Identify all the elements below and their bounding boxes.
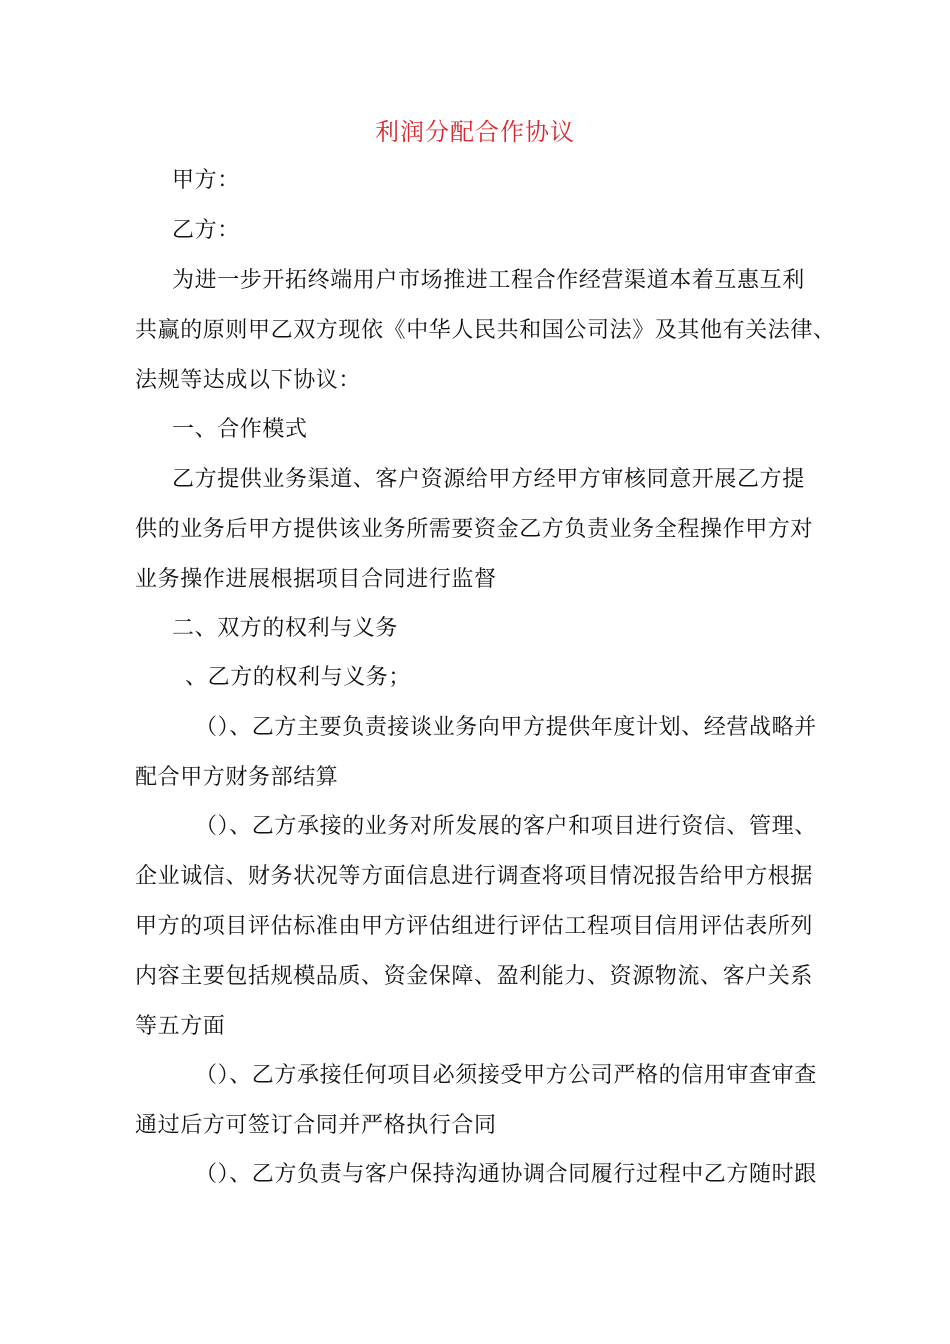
section-1-line-1: 乙方提供业务渠道、客户资源给甲方经甲方审核同意开展乙方提 (172, 467, 805, 492)
preamble-line-2: 共赢的原则甲乙双方现依《中华人民共和国公司法》及其他有关法律、 (135, 318, 836, 343)
clause-2-line-1: （）、乙方承接的业务对所发展的客户和项目进行资信、管理、 (195, 814, 817, 839)
section-heading-1: 一、合作模式 (172, 417, 308, 442)
preamble-line-3: 法规等达成以下协议： (135, 368, 362, 393)
section-1-line-2: 供的业务后甲方提供该业务所需要资金乙方负责业务全程操作甲方对 (135, 517, 814, 542)
clause-3-line-2: 通过后方可签订合同并严格执行合同 (135, 1113, 497, 1138)
clause-3-line-1: （）、乙方承接任何项目必须接受甲方公司严格的信用审查审查 (195, 1063, 817, 1088)
subsection-heading: 、乙方的权利与义务； (185, 665, 412, 690)
section-heading-2: 二、双方的权利与义务 (172, 616, 399, 641)
clause-4-line-1: （）、乙方负责与客户保持沟通协调合同履行过程中乙方随时跟 (195, 1162, 817, 1187)
document-title: 利润分配合作协议 (375, 118, 575, 146)
party-a-line: 甲方： (172, 168, 240, 193)
preamble-line-1: 为进一步开拓终端用户市场推进工程合作经营渠道本着互惠互利 (172, 268, 805, 293)
party-b-line: 乙方： (172, 218, 240, 243)
clause-2-line-5: 等五方面 (135, 1014, 226, 1039)
clause-2-line-4: 内容主要包括规模品质、资金保障、盈利能力、资源物流、客户关系 (135, 964, 814, 989)
clause-2-line-3: 甲方的项目评估标准由甲方评估组进行评估工程项目信用评估表所列 (135, 914, 814, 939)
clause-1-line-2: 配合甲方财务部结算 (135, 765, 339, 790)
clause-2-line-2: 企业诚信、财务状况等方面信息进行调查将项目情况报告给甲方根据 (135, 864, 814, 889)
section-1-line-3: 业务操作进展根据项目合同进行监督 (135, 567, 497, 592)
clause-1-line-1: （）、乙方主要负责接谈业务向甲方提供年度计划、经营战略并 (195, 715, 817, 740)
